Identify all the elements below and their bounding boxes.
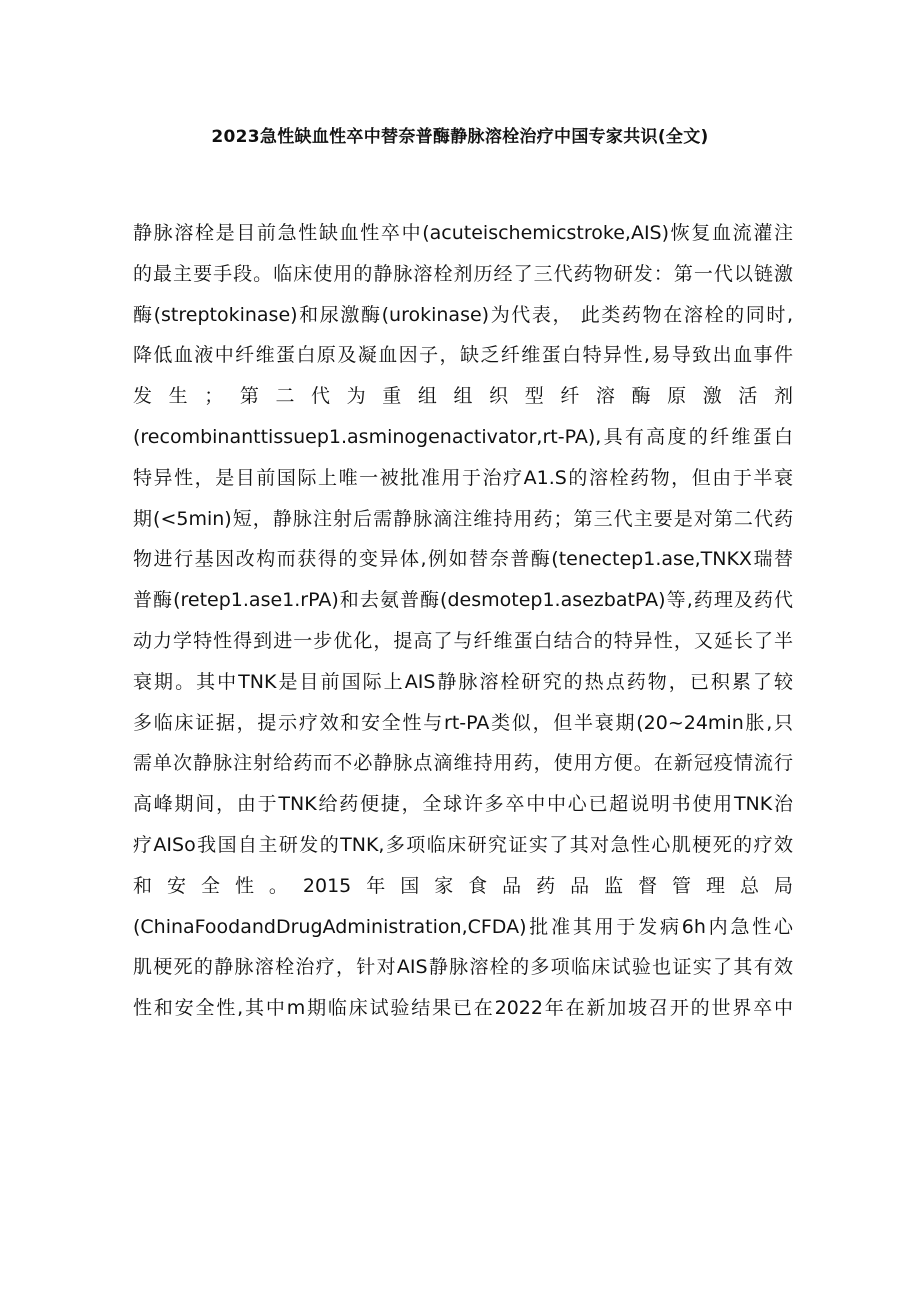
body-paragraph <box>133 213 793 1029</box>
paragraph-line: 需单次静脉注射给药而不必静脉点滴维持用药，使用方便。在新冠疫情流行 <box>133 752 793 775</box>
paragraph-line: 的最主要手段。临床使用的静脉溶栓剂历经了三代药物研发：第一代以链激 <box>133 262 793 285</box>
paragraph-line: 多临床证据，提示疗效和安全性与rt-PA类似，但半衰期(20~24min胀,只 <box>133 711 793 734</box>
paragraph-line: 期(<5min)短，静脉注射后需静脉滴注维持用药；第三代主要是对第二代药 <box>133 507 793 530</box>
paragraph-line: (ChinaFoodandDrugAdministration,CFDA)批准其用于发病6h内急性心 <box>133 915 793 938</box>
paragraph-line: 肌梗死的静脉溶栓治疗，针对AIS静脉溶栓的多项临床试验也证实了其有效 <box>133 956 793 979</box>
paragraph-line: 和安全性。2015年国家食品药品监督管理总局 <box>133 874 793 897</box>
paragraph-line: (recombinanttissuep1.asminogenactivator,rt-PA),具有高度的纤维蛋白 <box>133 425 793 448</box>
document-title: 2023急性缺血性卒中替奈普酶静脉溶栓治疗中国专家共识(全文) <box>211 127 709 147</box>
paragraph-line: 发生；第二代为重组组织型纤溶酶原激活剂 <box>133 385 793 408</box>
paragraph-line: 普酶(retep1.ase1.rPA)和去氨普酶(desmotep1.asezbatPA)等,药理及药代 <box>133 589 793 612</box>
paragraph-line: 衰期。其中TNK是目前国际上AIS静脉溶栓研究的热点药物，已积累了较 <box>133 670 793 693</box>
paragraph-line: 酶(streptokinase)和尿激酶(urokinase)为代表， 此类药物在溶栓的同时, <box>133 303 793 326</box>
paragraph-line: 高峰期间，由于TNK给药便捷，全球许多卒中中心已超说明书使用TNK治 <box>133 793 793 816</box>
paragraph-line: 性和安全性,其中m期临床试验结果已在2022年在新加坡召开的世界卒中 <box>133 997 793 1020</box>
paragraph-line: 降低血液中纤维蛋白原及凝血因子，缺乏纤维蛋白特异性,易导致出血事件 <box>133 344 793 367</box>
paragraph-line: 物进行基因改构而获得的变异体,例如替奈普酶(tenectep1.ase,TNKX瑞替 <box>133 548 793 571</box>
paragraph-line: 动力学特性得到进一步优化，提高了与纤维蛋白结合的特异性，又延长了半 <box>133 629 793 652</box>
paragraph-line: 疗AISo我国自主研发的TNK,多项临床研究证实了其对急性心肌梗死的疗效 <box>133 833 793 856</box>
paragraph-line: 特异性，是目前国际上唯一被批准用于治疗A1.S的溶栓药物，但由于半衰 <box>133 466 793 489</box>
paragraph-line: 静脉溶栓是目前急性缺血性卒中(acuteischemicstroke,AIS)恢复血流灌注 <box>133 222 793 244</box>
